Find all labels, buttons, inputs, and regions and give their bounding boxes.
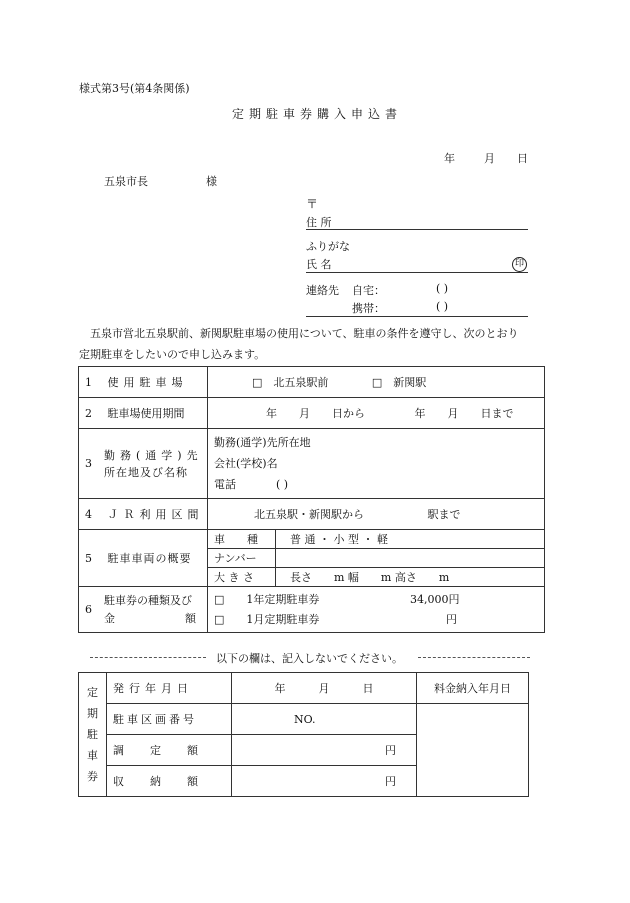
assessed-amount-label: 調定額 [113,744,224,757]
issue-date-value: 年 月 日 [232,673,417,704]
row6-num: 6 [85,603,92,616]
vehicle-type-label: 車 種 [208,530,276,549]
row-jr-section [79,499,545,530]
row2-label-cell [79,398,208,429]
vehicle-size-value: 長さ m 幅 m 高さ m [276,568,545,587]
contact-label: 連絡先 [306,284,339,297]
row6-label-line1: 駐車券の種類及び [104,593,192,607]
assessed-amount-value: 円 [232,735,417,766]
vehicle-number-label: ナンバー [208,549,276,568]
vehicle-type-value: 普 通 ・ 小 型 ・ 軽 [276,530,545,549]
application-table [78,366,545,633]
intro-text-line2: 定期駐車をしたいので申し込みます。 [79,348,266,361]
option-1month-ticket[interactable]: □ 1月定期駐車券 [214,612,320,626]
date-year: 年 [444,152,455,165]
name-underline [306,272,528,273]
period-from: 年 月 日から [266,407,365,420]
addressee-honorific: 様 [206,175,217,188]
row3-label-line1: 勤務(通学)先 [104,448,203,462]
divider-dash-left [90,657,206,658]
divider-text: 以下の欄は、記入しないでください。 [216,652,403,665]
office-row-section-number [79,704,529,735]
row-workplace [79,429,545,499]
intro-text-line1: 五泉市営北五泉駅前、新関駅駐車場の使用について、駐車の条件を遵守し、次のとおり [90,327,519,340]
row6-label-cell [79,587,208,633]
row1-num: 1 [85,376,92,389]
row-vehicle-type [79,530,545,549]
price-1month: 円 [446,612,457,626]
mobile-phone-paren: ( ) [436,300,449,313]
date-day: 日 [517,152,528,165]
row-period [79,398,545,429]
contact-underline [306,316,528,317]
date-month: 月 [484,152,495,165]
row6-value-cell [208,587,545,633]
row4-label-cell [79,499,208,530]
home-phone-label: 自宅： [352,284,385,297]
row4-label: ＪＲ利用区間 [107,508,204,521]
issue-date-label: 発行年月日 [113,682,193,695]
row6-label-gaku: 額 [185,611,196,625]
option-1year-ticket[interactable]: □ 1年定期駐車券 [214,592,320,606]
vehicle-size-label: 大 き さ [208,568,276,587]
price-1year: 34,000円 [410,592,460,606]
row3-num: 3 [85,457,92,470]
seal-mark: 印 [512,256,527,272]
workplace-address-label: 勤務(通学)先所在地 [214,436,311,449]
address-label: 住 所 [306,216,332,229]
row2-label: 駐車場使用期間 [107,407,185,420]
form-number: 様式第3号(第4条関係) [79,82,190,95]
address-underline [306,229,528,230]
workplace-name-label: 会社(学校)名 [214,457,278,470]
workplace-phone-label: 電話 [214,478,236,491]
section-number-label: 駐車区画番号 [113,713,197,726]
row1-value-cell [208,367,545,398]
ticket-side-label: 定 期 駐 車 券 [79,673,107,797]
section-number-value: NO. [232,704,417,735]
mobile-phone-label: 携帯： [352,302,385,315]
period-to: 年 月 日まで [414,407,514,420]
row2-num: 2 [85,407,92,420]
row3-label-cell [79,429,208,499]
divider-dash-right [418,657,530,658]
vehicle-number-value [276,549,545,568]
addressee-name: 五泉市長 [104,175,148,188]
option-kitagosen[interactable]: □ 北五泉駅前 [252,376,329,389]
jr-from: 北五泉駅・新関駅から [254,508,364,521]
name-label: 氏 名 [306,258,332,271]
row5-label: 駐車車両の概要 [107,552,192,565]
postal-mark: 〒 [306,197,319,211]
received-amount-value: 円 [232,766,417,797]
row4-value-cell [208,499,545,530]
furigana-label: ふりがな [306,240,350,253]
home-phone-paren: ( ) [436,282,449,295]
row-ticket-type [79,587,545,633]
row2-value-cell [208,398,545,429]
row5-num: 5 [85,552,92,565]
row1-label: 使用駐車場 [107,376,188,389]
row-parking-lot [79,367,545,398]
office-use-table [78,672,529,797]
row4-num: 4 [85,508,92,521]
row3-label-line2: 所在地及び名称 [104,465,188,479]
row5-label-cell [79,530,208,587]
office-row-issue-date [79,673,529,704]
page-title: 定期駐車券購入申込書 [232,107,403,121]
workplace-phone-paren: ( ) [276,478,289,491]
option-shinseki[interactable]: □ 新関駅 [371,376,427,389]
payment-date-header: 料金納入年月日 [417,673,529,704]
jr-to: 駅まで [427,508,461,521]
row3-value-cell [208,429,545,499]
received-amount-label: 収納額 [113,775,224,788]
row1-label-cell [79,367,208,398]
payment-date-cell [417,704,529,797]
row6-label-kin: 金 [104,611,115,625]
